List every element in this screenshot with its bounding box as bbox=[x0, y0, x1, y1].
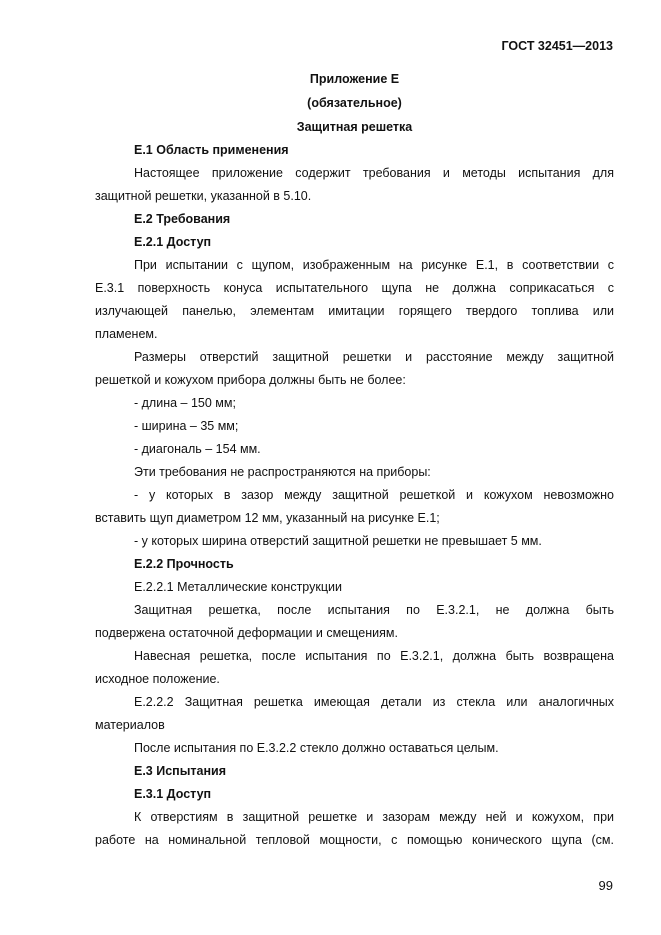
section-heading: Е.2 Требования bbox=[134, 212, 231, 226]
subsection-heading: Е.2.1 Доступ bbox=[134, 235, 212, 249]
paragraph-line: излучающей панелью, элементам имитации горящего твердого топлива или bbox=[95, 304, 614, 318]
list-item: - длина – 150 мм; bbox=[134, 396, 236, 410]
section-heading: Е.3 Испытания bbox=[134, 764, 226, 778]
paragraph-line: решеткой и кожухом прибора должны быть не более: bbox=[95, 373, 406, 387]
clause-heading: Е.2.2.2 Защитная решетка имеющая детали из стекла или аналогичных bbox=[134, 695, 614, 709]
paragraph-line: Навесная решетка, после испытания по Е.3.2.1, должна быть возвращена bbox=[134, 649, 614, 663]
page-number: 99 bbox=[598, 878, 613, 893]
paragraph-line: исходное положение. bbox=[95, 672, 220, 686]
paragraph-line: Е.3.1 поверхность конуса испытательного щупа не должна соприкасаться с bbox=[95, 281, 614, 295]
paragraph-line: защитной решетки, указанной в 5.10. bbox=[95, 189, 312, 203]
paragraph-line: пламенем. bbox=[95, 327, 158, 341]
list-item: - у которых в зазор между защитной решеткой и кожухом невозможно bbox=[134, 488, 614, 502]
appendix-subject: Защитная решетка bbox=[296, 120, 413, 134]
list-item: - у которых ширина отверстий защитной решетки не превышает 5 мм. bbox=[134, 534, 542, 548]
paragraph-line: материалов bbox=[95, 718, 165, 732]
subsection-heading: Е.2.2 Прочность bbox=[134, 557, 234, 571]
paragraph-line: Размеры отверстий защитной решетки и расстояние между защитной bbox=[134, 350, 614, 364]
paragraph-line: работе на номинальной тепловой мощности, с помощью конического щупа (см. bbox=[95, 833, 614, 847]
paragraph-line: Эти требования не распространяются на приборы: bbox=[134, 465, 431, 479]
paragraph-line: Защитная решетка, после испытания по Е.3.2.1, не должна быть bbox=[134, 603, 614, 617]
document-id: ГОСТ 32451—2013 bbox=[501, 39, 613, 53]
paragraph-line: После испытания по Е.3.2.2 стекло должно оставаться целым. bbox=[134, 741, 499, 755]
subsection-heading: Е.3.1 Доступ bbox=[134, 787, 212, 801]
list-item: - ширина – 35 мм; bbox=[134, 419, 239, 433]
paragraph-line: При испытании с щупом, изображенным на рисунке Е.1, в соответствии с bbox=[134, 258, 614, 272]
paragraph-line: вставить щуп диаметром 12 мм, указанный на рисунке Е.1; bbox=[95, 511, 440, 525]
appendix-status: (обязательное) bbox=[307, 96, 402, 110]
clause-heading: Е.2.2.1 Металлические конструкции bbox=[134, 580, 342, 594]
paragraph-line: К отверстиям в защитной решетке и зазорам между ней и кожухом, при bbox=[134, 810, 614, 824]
appendix-title: Приложение Е bbox=[309, 72, 400, 86]
section-heading: Е.1 Область применения bbox=[134, 143, 289, 157]
paragraph-line: подвержена остаточной деформации и смещениям. bbox=[95, 626, 398, 640]
list-item: - диагональ – 154 мм. bbox=[134, 442, 261, 456]
paragraph-line: Настоящее приложение содержит требования и методы испытания для bbox=[134, 166, 614, 180]
